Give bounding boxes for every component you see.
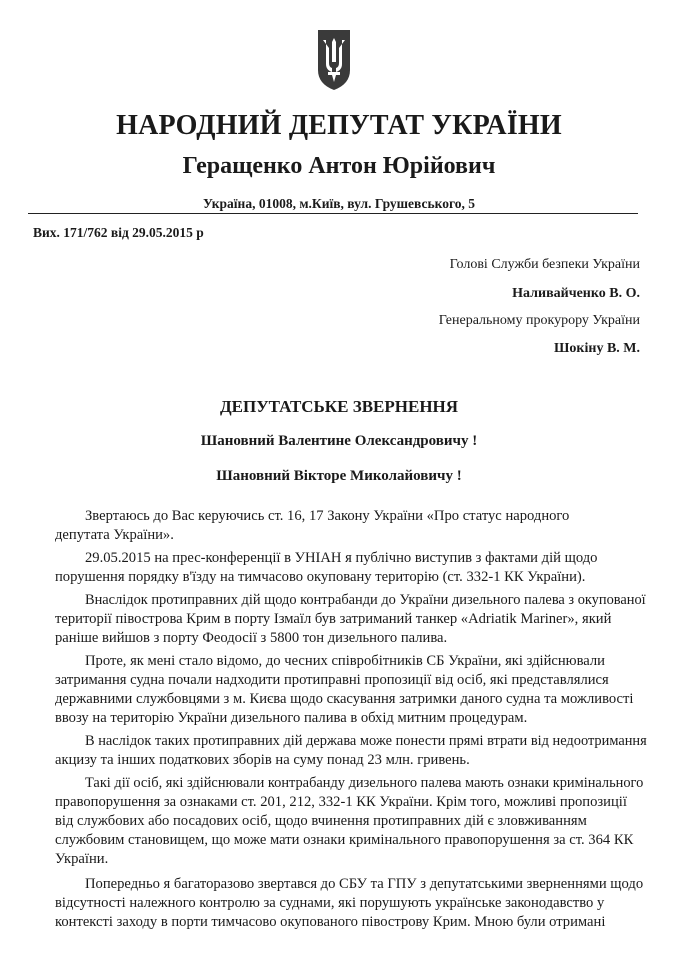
office-address: Україна, 01008, м.Київ, вул. Грушевського, 5 xyxy=(202,196,476,211)
body-line: Проте, як мені стало відомо, до чесних співробітників СБ України, які здійснювали xyxy=(85,653,605,669)
recipient-position-1: Голові Служби безпеки України xyxy=(449,257,640,272)
recipient-name-2: Шокіну В. М. xyxy=(554,341,640,356)
salutation-1: Шановний Валентине Олександровичу ! xyxy=(200,433,478,449)
body-line: контексті заходу в порти тимчасово окупованого півострову Крим. Мною були отримані xyxy=(55,914,606,930)
outgoing-reference: Вих. 171/762 від 29.05.2015 р xyxy=(33,225,204,240)
body-line: акцизу та інших податкових зборів на суму понад 23 млн. гривень. xyxy=(55,752,470,768)
body-line: Такі дії осіб, які здійснювали контрабанду дизельного палева мають ознаки кримінального xyxy=(85,775,644,791)
body-line: затримання судна почали надходити протиправні пропозиції від осіб, які представлялися xyxy=(55,672,609,688)
trident-coat-of-arms-icon xyxy=(314,28,354,92)
body-line: депутата України». xyxy=(55,527,174,543)
office-title: НАРОДНИЙ ДЕПУТАТ УКРАЇНИ xyxy=(116,110,562,141)
body-line: раніше вийшов з порту Феодосії з 5800 тон дизельного палива. xyxy=(55,630,448,646)
body-line: порушення порядку в'їзду на тимчасово окуповану територію (ст. 332-1 КК України). xyxy=(55,569,586,585)
body-line: відсутності належного контролю за суднами, які порушують українське законодавство у xyxy=(55,895,605,911)
body-line: Попередньо я багаторазово звертався до СБУ та ГПУ з депутатськими зверненнями щодо xyxy=(85,876,644,892)
body-line: В наслідок таких протиправних дій держава може понести прямі втрати від недоотримання xyxy=(85,733,647,749)
salutation-2: Шановний Вікторе Миколайовичу ! xyxy=(216,468,462,484)
recipient-position-2: Генеральному прокурору України xyxy=(438,313,640,328)
body-line: правопорушення за ознаками ст. 201, 212, 332-1 КК України. Крім того, можливі пропозиції xyxy=(55,794,627,810)
body-line: території півострова Крим в порту Ізмаїл був затриманий танкер «Adriatik Mariner», який xyxy=(55,611,612,627)
body-line: ввозу на територію України дизельного палива в обхід митним процедурам. xyxy=(55,710,528,726)
body-line: України. xyxy=(55,851,109,867)
document-title: ДЕПУТАТСЬКЕ ЗВЕРНЕННЯ xyxy=(219,397,459,416)
header-divider xyxy=(28,213,638,214)
body-line: державними службовцями з м. Києва щодо скасування затримки даного судна та можливості xyxy=(55,691,634,707)
deputy-name: Геращенко Антон Юрійович xyxy=(182,153,496,179)
body-line: від службових або посадових осіб, щодо вчинення протиправних дій є зловживанням xyxy=(55,813,587,829)
body-line: 29.05.2015 на прес-конференції в УНІАН я публічно виступив з фактами дій щодо xyxy=(85,550,598,566)
body-line: Звертаюсь до Вас керуючись ст. 16, 17 Закону України «Про статус народного xyxy=(85,508,570,524)
body-line: Внаслідок протиправних дій щодо контрабанди до України дизельного палева з окупованої xyxy=(85,592,646,608)
body-line: службовим становищем, що може мати ознаки кримінального правопорушення за ст. 364 КК xyxy=(55,832,634,848)
recipient-name-1: Наливайченко В. О. xyxy=(512,286,640,301)
